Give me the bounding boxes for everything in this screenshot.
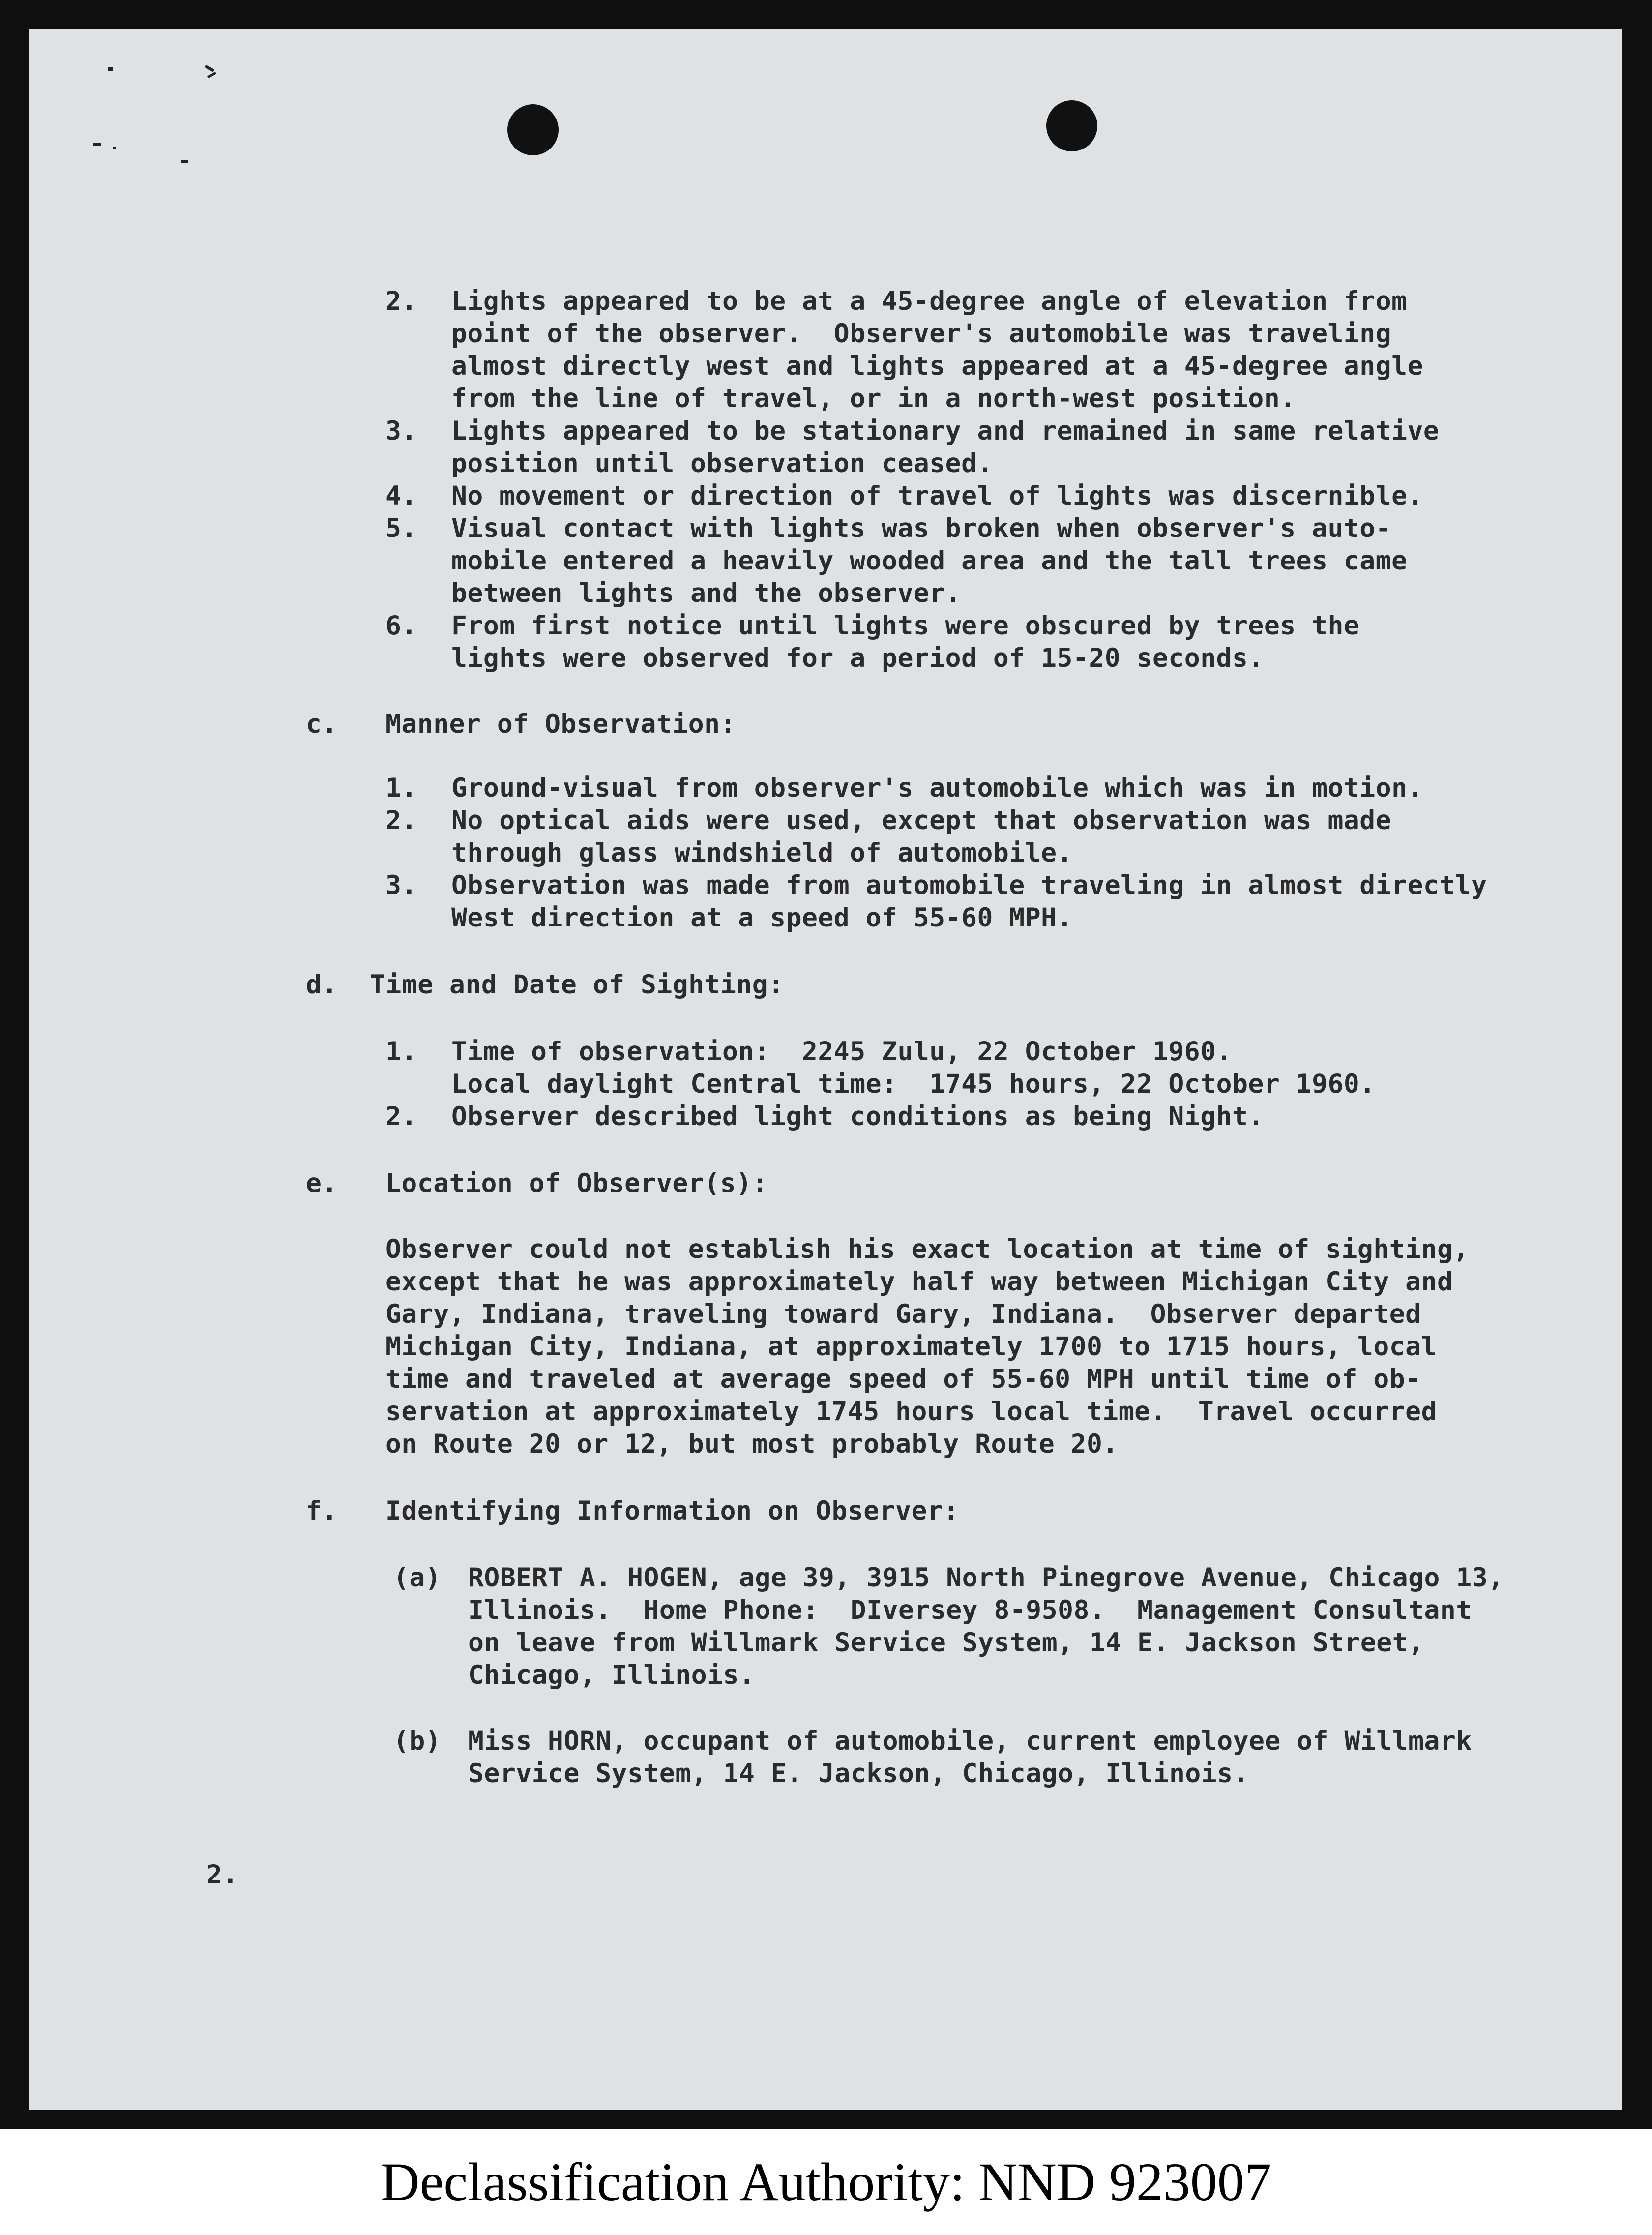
declassification-authority-text: Declassification Authority: NND 923007 [381, 2152, 1271, 2212]
paragraph-line: Michigan City, Indiana, at approximately 1700 to 1715 hours, local [385, 1332, 1437, 1362]
item-text-line: From first notice until lights were obscured by trees the [451, 611, 1360, 641]
paragraph-line: time and traveled at average speed of 55-60 MPH until time of ob- [385, 1364, 1421, 1394]
paragraph-line: Observer could not establish his exact location at time of sighting, [385, 1234, 1469, 1264]
item-text-line: No movement or direction of travel of lights was discernible. [451, 481, 1423, 511]
item-text-line: lights were observed for a period of 15-20 seconds. [451, 643, 1264, 673]
item-text-line: ROBERT A. HOGEN, age 39, 3915 North Pinegrove Avenue, Chicago 13, [468, 1563, 1504, 1593]
punch-hole-left [507, 104, 559, 155]
item-number: 5. [385, 513, 417, 543]
item-text-line: on leave from Willmark Service System, 14 E. Jackson Street, [468, 1628, 1424, 1658]
item-number: 2. [385, 805, 417, 835]
item-text-line: Time of observation: 2245 Zulu, 22 October 1960. [451, 1037, 1233, 1067]
item-number: 3. [385, 870, 417, 900]
scan-speck [205, 64, 214, 72]
item-text-line: Miss HORN, occupant of automobile, current employee of Willmark [468, 1726, 1472, 1756]
item-text-line: Illinois. Home Phone: DIversey 8-9508. Management Consultant [468, 1595, 1472, 1625]
paragraph-line: servation at approximately 1745 hours local time. Travel occurred [385, 1397, 1437, 1427]
item-number: 6. [385, 611, 417, 641]
scan-speck [207, 72, 216, 78]
declassification-footer [0, 2129, 1652, 2235]
item-text-line: position until observation ceased. [451, 448, 993, 478]
item-text-line: Visual contact with lights was broken when observer's auto- [451, 513, 1392, 543]
section-heading: Location of Observer(s): [385, 1168, 768, 1198]
section-heading: Time and Date of Sighting: [370, 970, 784, 1000]
section-heading: Identifying Information on Observer: [385, 1496, 959, 1526]
item-text-line: Chicago, Illinois. [468, 1660, 755, 1690]
section-heading: Manner of Observation: [385, 709, 736, 739]
item-number: 3. [385, 416, 417, 446]
item-text-line: mobile entered a heavily wooded area and the tall trees came [451, 546, 1408, 576]
item-text-line: Observer described light conditions as being Night. [451, 1102, 1264, 1132]
item-number: (a) [393, 1563, 442, 1593]
item-number: (b) [393, 1726, 442, 1756]
item-text-line: Local daylight Central time: 1745 hours, 22 October 1960. [451, 1069, 1376, 1099]
item-text-line: almost directly west and lights appeared at a 45-degree angle [451, 351, 1423, 381]
paragraph-line: on Route 20 or 12, but most probably Route 20. [385, 1429, 1119, 1459]
paragraph-line: Gary, Indiana, traveling toward Gary, Indiana. Observer departed [385, 1299, 1421, 1329]
item-number: 2. [385, 286, 417, 316]
page-number: 2. [206, 1860, 238, 1890]
section-letter: e. [306, 1168, 338, 1198]
item-text-line: Ground-visual from observer's automobile which was in motion. [451, 773, 1423, 803]
item-text-line: Lights appeared to be at a 45-degree angle of elevation from [451, 286, 1408, 316]
item-text-line: Service System, 14 E. Jackson, Chicago, Illinois. [468, 1758, 1249, 1788]
item-text-line: No optical aids were used, except that observation was made [451, 805, 1392, 835]
scan-speck [108, 67, 113, 71]
item-text-line: Lights appeared to be stationary and remained in same relative [451, 416, 1440, 446]
item-text-line: between lights and the observer. [451, 578, 962, 608]
scan-speck [181, 160, 188, 163]
section-letter: c. [306, 709, 338, 739]
section-letter: d. [306, 970, 338, 1000]
item-text-line: point of the observer. Observer's automobile was traveling [451, 319, 1392, 349]
item-text-line: Observation was made from automobile traveling in almost directly [451, 870, 1487, 900]
paragraph-line: except that he was approximately half way between Michigan City and [385, 1267, 1453, 1297]
scan-speck [113, 147, 116, 149]
scan-speck [93, 143, 101, 146]
punch-hole-right [1046, 100, 1097, 151]
item-text-line: from the line of travel, or in a north-west position. [451, 384, 1296, 414]
item-number: 2. [385, 1102, 417, 1132]
item-text-line: through glass windshield of automobile. [451, 838, 1073, 868]
item-text-line: West direction at a speed of 55-60 MPH. [451, 903, 1073, 933]
item-number: 1. [385, 1037, 417, 1067]
section-letter: f. [306, 1496, 338, 1526]
item-number: 1. [385, 773, 417, 803]
item-number: 4. [385, 481, 417, 511]
